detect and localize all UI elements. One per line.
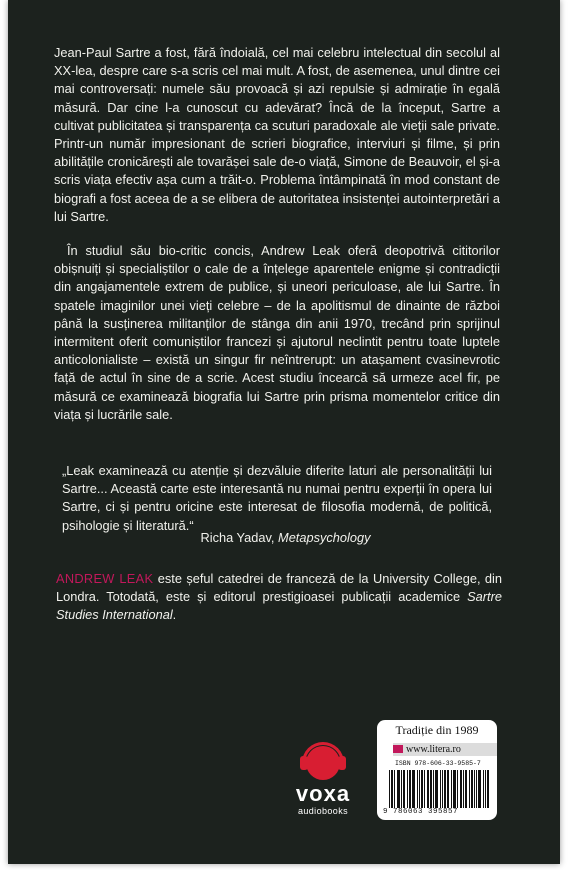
quote-attribution xyxy=(0,530,571,545)
quote-text: „Leak examinează cu atenție și dezvăluie diferite laturi ale personalității lui Sartre... Această carte este interesantă nu numai pentru experții în opera lui Sartre, ci și pentru oricine este interesat de filosofia modernă, de politică, psihologie și literatură.“ xyxy=(62,463,492,533)
quote-author: Richa Yadav, xyxy=(200,530,275,545)
author-bio xyxy=(56,570,502,625)
headphones-icon xyxy=(300,742,346,782)
logo-subtitle: audiobooks xyxy=(297,806,349,816)
book-icon xyxy=(393,745,403,753)
bio-text-1: este șeful catedrei de franceză de la University College, din Londra. Totodată, este și editorul prestigioasei publicații academice xyxy=(56,571,503,605)
author-name: ANDREW LEAK xyxy=(56,571,154,586)
voxa-logo xyxy=(288,742,358,816)
publisher-tagline: Tradiție din 1989 xyxy=(395,723,479,737)
bio-journal: Sartre Studies International xyxy=(56,589,502,623)
barcode xyxy=(389,770,489,808)
barcode-number: 9 786063 395857 xyxy=(383,808,459,816)
description-paragraph-2 xyxy=(54,242,500,424)
quote-source: Metapsychology xyxy=(278,530,371,545)
description-paragraph-1 xyxy=(54,44,500,226)
barcode-box xyxy=(377,720,497,820)
paragraph-text-1: Jean-Paul Sartre a fost, fără îndoială, cel mai celebru intelectual din secolul al XX-lea, despre care s-a scris cel mai mult. A fost, de asemenea, unul dintre cei mai controversați: numele său provoacă și azi repulsie și admirație în egală măsură. Dar cine l-a cunoscut cu adevărat? Încă de la început, Sartre a cultivat publicitatea și transparența ca scuturi paradoxale ale vieții sale private. Printr-un număr impresionant de scrieri biografice, interviuri și filme, și prin abilitățile cronicărești ale tovarășei sale de-o viață, Simone de Beauvoir, el și-a scris viața efectiv așa cum a trăit-o. Problema întâmpinată în mod constant de biografi a fost aceea de a se elibera de autoritatea insistenței autointerpretări a lui Sartre. xyxy=(54,45,500,224)
review-quote xyxy=(62,462,492,535)
publisher-website: www.litera.ro xyxy=(393,743,497,756)
bio-text-2: . xyxy=(172,607,177,623)
logo-word: voxa xyxy=(295,781,351,806)
paragraph-text-2: În studiul său bio-critic concis, Andrew Leak oferă deopotrivă cititorilor obișnuiți și specialiștilor o cale de a înțelege aparentele enigme și contradicții din angajamentele extrem de publice, și uneori periculoase, ale lui Sartre. În spatele imaginilor unei vieți celebre – de la apolitismul de dinainte de război până la susținerea militanților de stânga din anii 1970, trecând prin sprijinul intermitent oferit comuniștilor francezi și ajutorul neclintit pentru toate luptele anticolonialiste – există un singur fir neîntrerupt: un atașament cvasinevrotic față de actul în sine de a scrie. Acest studiu încearcă să urmeze acel fir, pe măsură ce examinează biografia lui Sartre prin prisma momentelor critice din viața și lucrările sale. xyxy=(54,243,500,422)
isbn-text: ISBN 978-606-33-9585-7 xyxy=(395,760,481,767)
